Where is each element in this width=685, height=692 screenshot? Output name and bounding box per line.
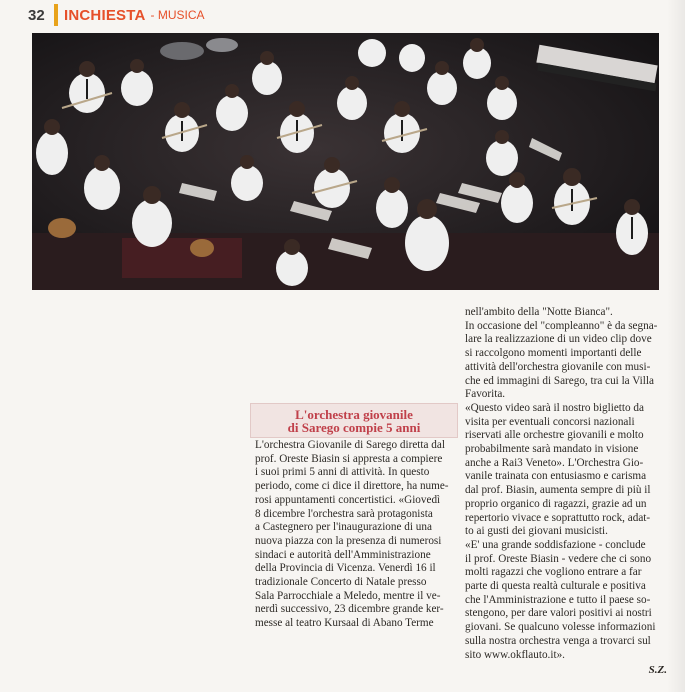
text-line: «Questo video sarà il nostro biglietto da: [465, 401, 644, 414]
headline-box: [250, 403, 458, 438]
text-line: attività dell'orchestra giovanile con musi-: [465, 360, 651, 373]
text-line: della Provincia di Vicenza. Venerdì 16 il: [255, 562, 436, 575]
text-line: molti ragazzi che vogliono entrare a far: [465, 566, 642, 579]
text-line: nerdì successivo, 23 dicembre grande ker-: [255, 603, 444, 616]
author-signature: S.Z.: [648, 664, 667, 676]
text-line: anche a Rai3 Veneto». L'Orchestra Gio-: [465, 456, 644, 469]
headline-line-1: L'orchestra giovanile: [295, 407, 413, 422]
text-line: probabilmente sarà mandato in visione: [465, 443, 639, 456]
text-line: sito www.okflauto.it».: [465, 648, 565, 661]
text-line: periodo, come ci dice il direttore, ha nume-: [255, 480, 449, 493]
text-line: lare la realizzazione di un video clip dove: [465, 333, 652, 346]
text-line: In occasione del "compleanno" è da segna-: [465, 319, 658, 332]
text-line: sulla nostra orchestra venga a trovarci sul: [465, 634, 651, 647]
text-line: to ai gusti dei giovani musicisti.: [465, 525, 608, 538]
text-line: 8 dicembre l'orchestra sarà protagonista: [255, 507, 433, 520]
article-column-left: [255, 439, 456, 631]
headline-line-2: di Sarego compie 5 anni: [287, 420, 421, 435]
text-line: riservati alle orchestre giovanili e molto: [465, 429, 644, 442]
text-line: L'orchestra Giovanile di Sarego diretta dal: [255, 439, 445, 451]
text-line: giovani. Se qualcuno volesse informazioni: [465, 621, 656, 634]
subsection-title: - MUSICA: [150, 8, 205, 22]
text-line: i suoi primi 5 anni di attività. In questo: [255, 466, 430, 479]
article-column-right: [465, 306, 667, 662]
article-headline: [251, 408, 457, 434]
text-line: prof. Oreste Biasin si appresta a compiere: [255, 452, 443, 465]
text-line: repertorio vivace e soprattutto rock, adat-: [465, 511, 651, 524]
text-line: «E' una grande soddisfazione - conclude: [465, 538, 646, 551]
text-line: che l'Amministrazione e tutto il paese so-: [465, 593, 651, 606]
text-line: stengono, per dare valori positivi ai nostri: [465, 607, 652, 620]
text-line: rosi appuntamenti concertistici. «Giovedì: [255, 493, 441, 506]
text-line: nuova piazza con la presenza di numerosi: [255, 534, 442, 547]
text-line: a Castegnero per l'inaugurazione di una: [255, 521, 432, 534]
text-line: tradizionale Concerto di Natale presso: [255, 576, 427, 589]
section-title: INCHIESTA: [64, 6, 146, 24]
orchestra-photo-illustration: [32, 33, 659, 290]
text-line: dal prof. Biasin, aumenta sempre di più il: [465, 484, 651, 497]
text-line: proprio organico di ragazzi, grazie ad un: [465, 497, 647, 510]
page-header: [28, 4, 205, 26]
text-line: si raccolgono momenti importanti delle: [465, 347, 642, 360]
text-line: visita per eventuali concorsi nazionali: [465, 415, 635, 428]
text-line: il prof. Oreste Biasin - vedere che ci sono: [465, 552, 652, 565]
page-number: 32: [28, 6, 45, 24]
text-line: Favorita.: [465, 388, 506, 401]
text-line: vanile trainata con entusiasmo e carisma: [465, 470, 647, 483]
text-line: che ed immagini di Sarego, tra cui la Villa: [465, 374, 654, 387]
header-divider: [54, 4, 58, 26]
text-line: nell'ambito della "Notte Bianca".: [465, 306, 613, 318]
text-line: sindaci e autorità dell'Amministrazione: [255, 548, 431, 561]
text-line: parte di questa realtà culturale e positiva: [465, 580, 646, 593]
text-line: Sala Parrocchiale a Meledo, mentre il ve-: [255, 589, 441, 602]
text-line: messe al teatro Kursaal di Abano Terme: [255, 617, 434, 630]
page-edge-shadow: [667, 0, 685, 692]
orchestra-photo: [32, 33, 659, 290]
